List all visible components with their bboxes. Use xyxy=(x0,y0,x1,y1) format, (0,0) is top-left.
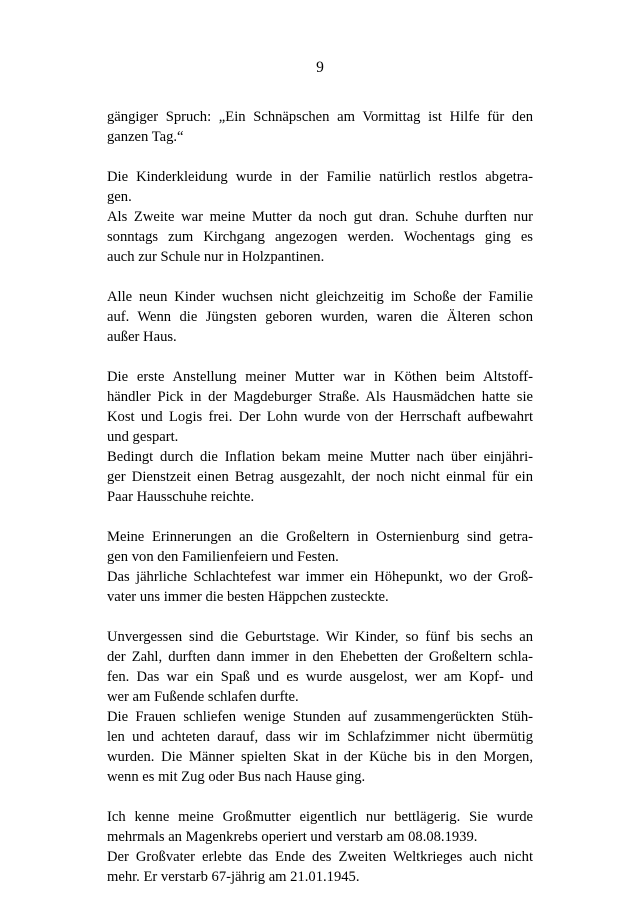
text-line: ganzen Tag.“ xyxy=(107,129,184,145)
text-line: mehrmals an Magenkrebs operiert und verstarb am 08.08.1939. xyxy=(107,829,478,845)
text-line: fen. Das war ein Spaß und es wurde ausgelost, wer am Kopf- und xyxy=(107,669,533,685)
text-line: wurden. Die Männer spielten Skat in der Küche bis in den Morgen, xyxy=(107,749,533,765)
text-line: gen. xyxy=(107,189,132,205)
text-line: Die Kinderkleidung wurde in der Familie natürlich restlos abgetra- xyxy=(107,169,533,185)
paragraph xyxy=(107,207,533,267)
text-line: vater uns immer die besten Häppchen zusteckte. xyxy=(107,589,389,605)
paragraph xyxy=(107,447,533,507)
paragraph xyxy=(107,167,533,207)
text-line: Paar Hausschuhe reichte. xyxy=(107,489,255,505)
text-line: ger Dienstzeit einen Betrag ausgezahlt, der noch nicht einmal für ein xyxy=(107,469,533,485)
paragraph xyxy=(107,107,533,147)
paragraph xyxy=(107,627,533,707)
text-line: Bedingt durch die Inflation bekam meine Mutter nach über einjähri- xyxy=(107,449,533,465)
text-line: len und achteten darauf, dass wir im Schlafzimmer nicht übermütig xyxy=(107,729,533,745)
text-line: wenn es mit Zug oder Bus nach Hause ging. xyxy=(107,769,366,785)
text-line: außer Haus. xyxy=(107,329,177,345)
text-line: Der Großvater erlebte das Ende des Zweiten Weltkrieges auch nicht xyxy=(107,849,533,865)
text-line: Das jährliche Schlachtefest war immer ein Höhepunkt, wo der Groß- xyxy=(107,569,533,585)
paragraph xyxy=(107,807,533,847)
text-line: Als Zweite war meine Mutter da noch gut dran. Schuhe durften nur xyxy=(107,209,533,225)
text-line: Ich kenne meine Großmutter eigentlich nur bettlägerig. Sie wurde xyxy=(107,809,533,825)
paragraph xyxy=(107,287,533,347)
text-line: mehr. Er verstarb 67-jährig am 21.01.1945. xyxy=(107,869,360,885)
text-line: wer am Fußende schlafen durfte. xyxy=(107,689,299,705)
text-line: händler Pick in der Magdeburger Straße. Als Hausmädchen hatte sie xyxy=(107,389,533,405)
text-line: und gespart. xyxy=(107,429,179,445)
paragraph xyxy=(107,707,533,787)
paragraph xyxy=(107,367,533,447)
text-line: Die erste Anstellung meiner Mutter war in Köthen beim Altstoff- xyxy=(107,369,533,385)
text-line: Unvergessen sind die Geburtstage. Wir Kinder, so fünf bis sechs an xyxy=(107,629,533,645)
text-line: Die Frauen schliefen wenige Stunden auf zusammengerückten Stüh- xyxy=(107,709,533,725)
text-line: auch zur Schule nur in Holzpantinen. xyxy=(107,249,325,265)
text-line: Alle neun Kinder wuchsen nicht gleichzeitig im Schoße der Familie xyxy=(107,289,533,305)
text-line: gängiger Spruch: „Ein Schnäpschen am Vormittag ist Hilfe für den xyxy=(107,109,533,125)
paragraph xyxy=(107,567,533,607)
text-line: der Zahl, durften dann immer in den Ehebetten der Großeltern schla- xyxy=(107,649,533,665)
page-body xyxy=(107,107,533,887)
text-line: Meine Erinnerungen an die Großeltern in Osternienburg sind getra- xyxy=(107,529,533,545)
text-line: Kost und Logis frei. Der Lohn wurde von der Herrschaft aufbewahrt xyxy=(107,409,533,425)
text-line: gen von den Familienfeiern und Festen. xyxy=(107,549,339,565)
text-line: auf. Wenn die Jüngsten geboren wurden, waren die Älteren schon xyxy=(107,309,533,325)
text-line: sonntags zum Kirchgang angezogen werden. Wochentags ging es xyxy=(107,229,533,245)
page-number: 9 xyxy=(316,59,324,76)
paragraph xyxy=(107,847,533,887)
paragraph xyxy=(107,527,533,567)
